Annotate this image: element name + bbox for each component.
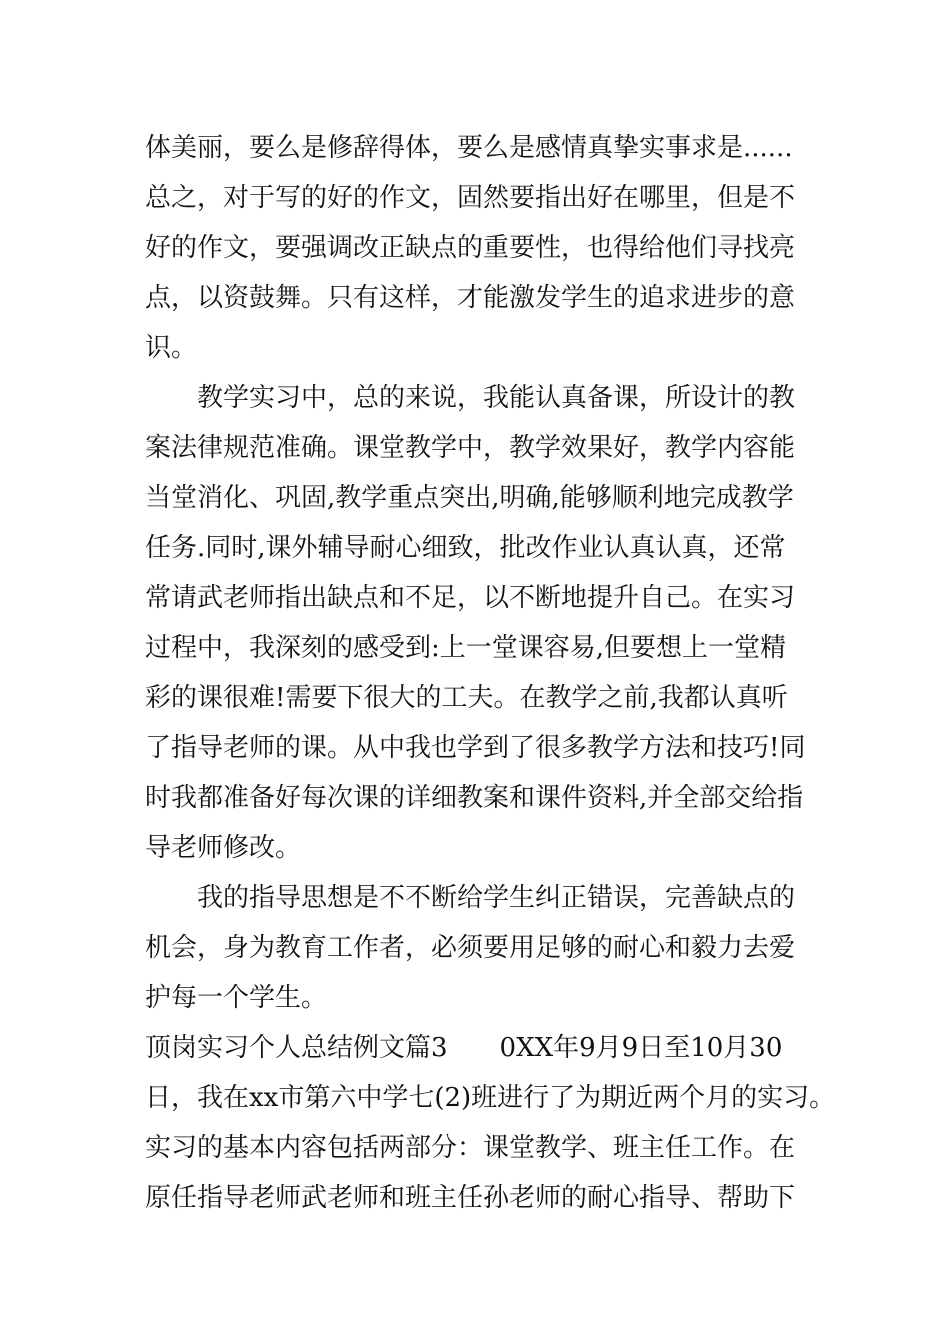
text-line: 教学实习中，总的来说，我能认真备课，所设计的教 — [145, 383, 796, 413]
text-line: 我的指导思想是不不断给学生纠正错误，完善缺点的 — [145, 883, 796, 913]
text-line: 原任指导老师武老师和班主任孙老师的耐心指导、帮助下 — [145, 1183, 796, 1213]
text-line: 了指导老师的课。从中我也学到了很多教学方法和技巧!同 — [145, 733, 806, 763]
text-line: 日，我在xx市第六中学七(2)班进行了为期近两个月的实习。 — [145, 1083, 836, 1113]
text-line: 常请武老师指出缺点和不足，以不断地提升自己。在实习 — [145, 583, 796, 613]
text-line: 好的作文，要强调改正缺点的重要性，也得给他们寻找亮 — [145, 233, 796, 263]
text-line: 导老师修改。 — [145, 833, 302, 863]
text-line: 当堂消化、巩固,教学重点突出,明确,能够顺利地完成教学 — [145, 483, 794, 513]
text-line: 机会，身为教育工作者，必须要用足够的耐心和毅力去爱 — [145, 933, 796, 963]
text-line: 总之，对于写的好的作文，固然要指出好在哪里，但是不 — [145, 183, 796, 213]
text-line: 识。 — [145, 333, 198, 363]
text-line: 体美丽，要么是修辞得体，要么是感情真挚实事求是...... — [145, 133, 793, 163]
text-line: 彩的课很难!需要下很大的工夫。在教学之前,我都认真听 — [145, 683, 788, 713]
text-line: 时我都准备好每次课的详细教案和课件资料,并全部交给指 — [145, 783, 804, 813]
text-line: 过程中，我深刻的感受到:上一堂课容易,但要想上一堂精 — [145, 633, 787, 663]
text-line: 案法律规范准确。课堂教学中，教学效果好，教学内容能 — [145, 433, 796, 463]
text-line: 护每一个学生。 — [145, 983, 328, 1013]
section-heading-line: 顶岗实习个人总结例文篇3 0XX年9月9日至10月30 — [145, 1033, 783, 1063]
text-line: 实习的基本内容包括两部分：课堂教学、班主任工作。在 — [145, 1133, 796, 1163]
text-line: 任务.同时,课外辅导耐心细致，批改作业认真认真，还常 — [145, 533, 786, 563]
text-line: 点，以资鼓舞。只有这样，才能激发学生的追求进步的意 — [145, 283, 796, 313]
